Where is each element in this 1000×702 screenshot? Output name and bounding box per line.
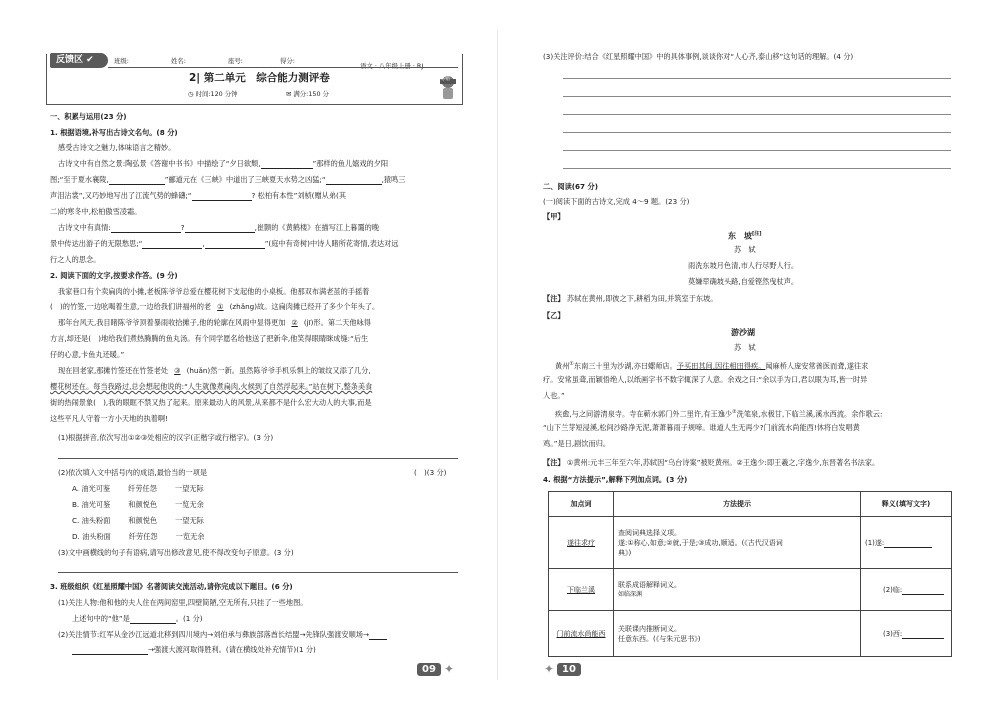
q2-passage-line: 樱花树还在。每当我路过,总会想起他说的:“人生就像煮扁肉,火候到了自然浮起来。”站在树下,整条美食 [50,382,373,391]
name-label: 姓名: [171,57,186,65]
prose-note: 【注】 ①黄州:元丰三年至六年,苏轼因“乌台诗案”被贬黄州。②王逸少:即王羲之,字逸少,东晋著名书法家。 [543,458,880,467]
prose-author: 苏 轼 [734,343,756,352]
q3-sub-1-answer: 上述句中的“他”是 。(1 分) [72,614,203,623]
q3-sub-2-answer: →强渡大渡河取得胜利。(请在横线处补充情节)(1 分) [72,645,316,655]
prose-title: 游沙湖 [731,328,755,337]
subject-label: 语文 · 八年级上册 · RJ [360,62,424,70]
option-d[interactable]: D. 油头粉面 纤劳任怨 一览无余 [72,532,205,541]
q1-line: 景中传达出游子的无限愁思;“ , ”(庭中有奇树)中诗人睹所花寄情,表达对远 [50,239,399,248]
poem-title: 东 坡[注] [728,231,762,241]
q2-passage-line: ( )的竹签,一边吆喝着生意,一边给我们讲福州的老 ① (zhǎng)故。这扁肉摊已经开了多少个年头了。 [50,302,380,311]
answer-line[interactable] [563,150,951,151]
q1-line: 二)的寒冬中,松柏傲雪凌霜。 [50,207,142,216]
q1-line: 声泪沾裳”,又巧妙地写出了江流气势的蜂礴;“ ? 松柏有本性”刘桢(赠从弟(其 [50,191,347,200]
table-cell-method: 联系成语解释词义。 如临深渊 [614,569,861,611]
answer-line[interactable] [563,168,951,169]
q3-title: 3. 班级组织《红星照耀中国》名著阅读交流活动,请你完成以下题目。(6 分) [50,582,293,591]
mascot-badge: 易错 [440,76,451,82]
q2-passage-line: 那年台风天,我目睹陈爷爷顶着暴雨收拾摊子,他的轮廓在风雨中显得更加 ② (jī)形。第二天他咏得 [58,318,371,327]
q1-line: 图;“至于夏水襄陵, ”郦道元在《三峡》中道出了三峡夏天水势之凶猛;“ ,猿鸣三 [50,175,406,184]
star-icon: ✦ [544,662,555,676]
table-row [549,517,952,569]
q2-passage-line: 仔的心意,卡鱼丸还暖。” [50,350,125,359]
poem-author: 苏 轼 [734,245,756,254]
q2-passage-line: 这些平凡人守着一方小天地的执着啊! [50,414,168,423]
answer-line[interactable] [563,114,951,115]
q2-sub-3: (3)文中画横线的句子有语病,请写出修改意见,使不得改变句子原意。(3 分) [58,548,294,557]
table-cell-word: 下临兰溪 [549,569,614,611]
star-icon: ✦ [444,662,455,676]
poem-note: 【注】 苏轼在黄州,即彼之下,耕稻为田,并筑室于东坡。 [543,294,718,303]
q2-sub-1: (1)根据拼音,依次写出①②③处相应的汉字(正楷字或行楷字)。(3 分) [58,433,274,442]
option-a[interactable]: A. 油光可鉴 纤劳任怨 一望无际 [72,484,204,493]
table-row [549,569,952,611]
table-row [549,611,952,657]
option-b[interactable]: B. 油光可鉴 和颜悦色 一览无余 [72,500,204,509]
table-cell-method: 查阅词典选择义项。 遂:①称心,如意;②就,于是;③成功,顺适。(《古代汉语词 典》) [614,517,861,569]
answer-line[interactable] [563,96,951,97]
prose-line: 鸡。”是日,剧饮而归。 [543,439,611,448]
q3-sub-2: (2)关注情节:红军从金沙江远道北移到四川境内→刘伯承与彝族部落酋长结盟→先锋队强渡安顺场→ [58,630,387,640]
table-header: 释义(填写文字) [861,492,952,517]
page-title: 2| 第二单元 综合能力测评卷 [189,72,330,84]
q2-passage-line: 方言,却还是( )地给我们煮热腾腾的鱼丸汤。有个同学愿名给他送了把新伞,他笑得眼睛眯成缝:“后生 [50,334,369,343]
class-label: 班级: [114,57,129,65]
full-score-label: ✉ 满分:150 分 [286,90,329,98]
table-cell-word: 门前流水尚能西 [549,611,614,657]
table-header: 方法提示 [614,492,861,517]
prose-line: 疗。安常虽聋,而颖悟绝人,以纸画字书不数字辄深了人意。余戏之曰:“余以手为口,君以眼为耳,皆一时异 [543,375,868,384]
answer-line[interactable] [58,572,458,573]
prose-line: “山下兰芽短浸溪,松间沙路净无泥,萧萧暮雨子规啼。谁道人生无再少?门前流水尚能西!休将白发唱黄 [543,423,860,432]
score-label: 得分: [280,57,295,65]
table-cell-method: 关联课内推断词义。 任意东西。(《与朱元思书》) [614,611,861,657]
prose-line: 人也。” [543,391,565,400]
q2-sub-2: (2)依次填入文中括号内的成语,最恰当的一项是 [58,468,208,477]
section-2-sub: (一)阅读下面的古诗文,完成 4～9 题。(23 分) [543,197,690,206]
page-number: 09 [417,663,441,676]
answer-line[interactable] [58,458,458,459]
prose-line: 黄州①东南三十里为沙湖,亦曰螺师店。予买田其间,因往相田得疾。闻麻桥人庞安常善医而聋,遂往求 [555,361,869,371]
answer-line[interactable] [563,132,951,133]
passage-yi-label: 【乙】 [543,311,565,320]
q2-passage-line: 街的热闹景象( ),我的眼眶不禁又热了起来。原来最动人的风景,从来都不是什么宏大动人的大事,而是 [50,398,372,407]
poem-line: 莫嫌荦确坡头路,自爱铿然曳杖声。 [688,277,799,286]
q1-line: 感受古诗文之魅力,体味语言之精妙。 [58,143,176,152]
poem-line: 雨洗东坡月色清,市人行尽野人行。 [688,261,799,270]
method-table [548,491,952,657]
q2-title: 2. 阅读下面的文字,按要求作答。(9 分) [50,271,178,280]
q3-sub-1: (1)关注人物:他和他的夫人住在两间窑里,四壁简陋,空无所有,只挂了一些地图。 [58,598,308,607]
time-label: ◷ 时间:120 分钟 [188,90,238,98]
q1-title: 1. 根据语境,补写出古诗文名句。(8 分) [50,128,178,137]
section-1-title: 一、积累与运用(23 分) [50,112,127,121]
table-cell-answer[interactable]: (3)西: [861,611,952,657]
q1-line: 古诗文中有自然之景:陶弘景《答谢中书书》中描绘了“夕日欲颓, ”那样的鱼儿嬉戏的夕阳 [58,159,389,168]
feedback-tag: 反馈区 ✔ [50,53,108,68]
table-cell-word: 遂往求疗 [549,517,614,569]
option-c[interactable]: C. 油头粉面 和颜悦色 一望无际 [72,516,204,525]
prose-line: 疾愈,与之同游清泉寺。寺在蕲水郭门外二里许,有王逸少②洗笔泉,水极甘,下临兰溪,溪水西流。余作歌云: [555,409,883,419]
table-cell-answer[interactable]: (1)遂: [861,517,952,569]
table-header: 加点词 [549,492,614,517]
q2-sub-2-bracket[interactable]: ( )(3 分) [414,468,447,477]
header-rule [108,67,458,68]
q4-title: 4. 根据“方法提示”,解释下列加点词。(3 分) [543,475,688,484]
passage-jia-label: 【甲】 [543,212,565,221]
q3-sub-3: (3)关注评价:结合《红星照耀中国》中的具体事例,谈谈你对“人心齐,泰山移”这句话的理解。(4 分) [543,52,854,61]
q1-line: 古诗文中有真情: ? ,崔颢的《黄鹤楼》在描写江上暮霭的晚 [58,223,380,232]
table-header-row [549,492,952,517]
section-2-title: 二、阅读(67 分) [543,182,599,191]
seat-label: 座号: [228,57,243,65]
q2-passage-line: 我家巷口有个卖扁肉的小摊,老板陈爷爷总爱在樱花树下支起他的小桌板。他那双布满老茧的手摇着 [58,287,370,296]
answer-line[interactable] [563,78,951,79]
page-number: 10 [557,663,581,676]
q2-passage-line: 现在回老家,那摊竹签还在竹签老处 ③ (huǎn)然一新。虽然陈爷爷手机乐惧上的皱纹又添了几分, [58,366,371,375]
table-cell-answer[interactable]: (2)临: [861,569,952,611]
q1-line: 行之人的思念。 [50,255,101,264]
